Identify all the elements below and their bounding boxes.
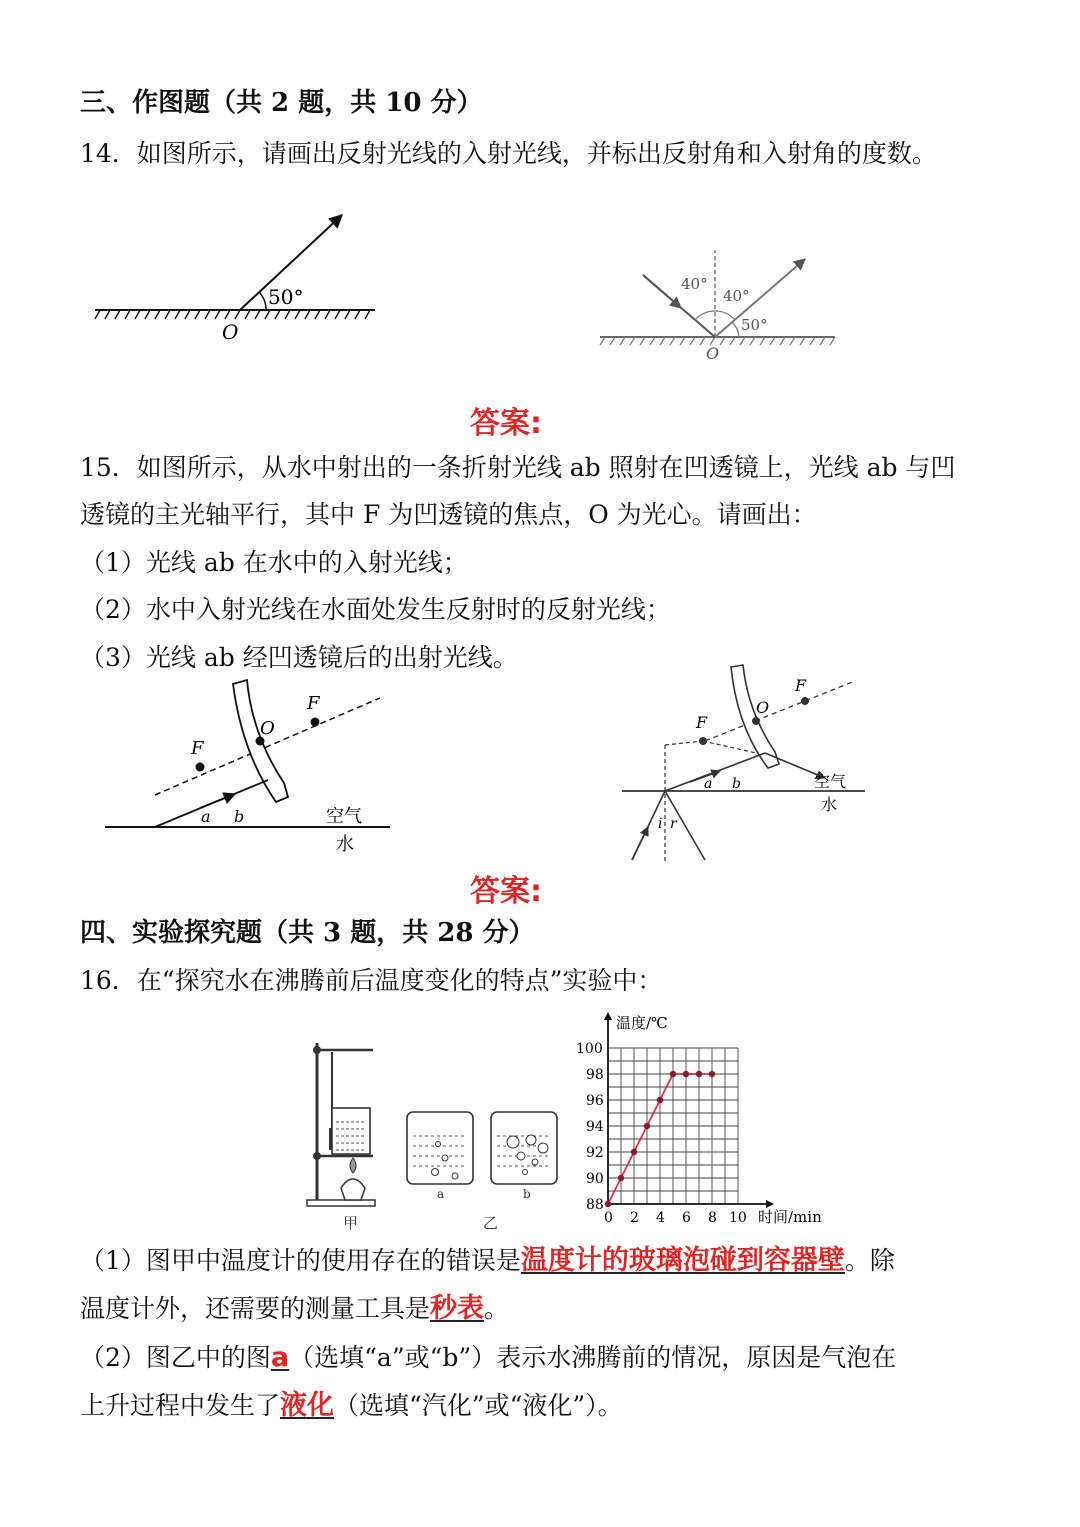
- x-tick-label: 6: [682, 1210, 691, 1226]
- q15-item2: （2）水中入射光线在水面处发生反射时的反射光线；: [80, 595, 671, 624]
- x-tick-label: 4: [656, 1210, 665, 1226]
- x-tick-label: 2: [630, 1210, 639, 1226]
- q16-p1-pre: （1）图甲中温度计的使用存在的错误是: [80, 1246, 521, 1275]
- q15-item1: （1）光线 ab 在水中的入射光线；: [80, 548, 468, 577]
- data-point: [631, 1149, 637, 1155]
- center-label: O: [756, 698, 770, 717]
- data-point: [644, 1123, 650, 1129]
- angle-r-label: r: [670, 816, 677, 832]
- q16-p1b-answer: 秒表: [430, 1293, 485, 1324]
- focus-left-label: F: [191, 738, 204, 759]
- flame: [350, 1158, 356, 1173]
- beaker-a: [407, 1112, 473, 1184]
- y-tick-label: 98: [586, 1067, 604, 1083]
- q16-p1b-pre: 温度计外，还需要的测量工具是: [80, 1294, 431, 1323]
- q14-question-figure: [90, 205, 390, 350]
- section3-heading: 三、作图题（共 2 题，共 10 分）: [80, 88, 483, 118]
- angle-i-label: i: [658, 816, 663, 832]
- point-b-label: b: [234, 807, 245, 826]
- optical-center: [752, 717, 760, 725]
- q16-p1-answer: 温度计的玻璃泡碰到容器壁: [520, 1245, 845, 1276]
- x-tick-label: 8: [708, 1210, 717, 1226]
- angle-out-label: 40°: [723, 287, 750, 305]
- focus-right: [311, 718, 320, 727]
- q16-p2b-pre: 上升过程中发生了: [80, 1391, 281, 1420]
- angle-label: 50°: [268, 285, 304, 309]
- x-axis-arrow: [766, 1200, 774, 1208]
- q16-p2b-post: （选填“汽化”或“液化”）。: [334, 1391, 623, 1420]
- q16-p1-line: [80, 1244, 895, 1278]
- angle-surface-label: 50°: [741, 316, 768, 334]
- data-point: [670, 1071, 676, 1077]
- water-label: 水: [821, 795, 838, 814]
- y-tick-label: 88: [586, 1197, 604, 1213]
- water-label: 水: [336, 834, 354, 855]
- section4-heading: 四、实验探究题（共 3 题，共 28 分）: [80, 918, 535, 948]
- data-point: [605, 1201, 611, 1207]
- q16-p2b-line: [80, 1389, 623, 1423]
- air-label: 空气: [326, 806, 362, 827]
- q16-p1-post: 。除: [844, 1246, 895, 1275]
- q16-p2-answer: a: [270, 1342, 290, 1373]
- chart-axes: [604, 1012, 774, 1208]
- chart-ylabel: 温度/℃: [616, 1014, 668, 1032]
- q16-p2-post: （选填“a”或“b”）表示水沸腾前的情况，原因是气泡在: [289, 1343, 897, 1372]
- answer-title-1: 答案:: [470, 406, 542, 441]
- concave-lens: [731, 665, 779, 768]
- air-label: 空气: [814, 772, 847, 791]
- q16-p2-line: [80, 1341, 896, 1375]
- principal-axis: [705, 681, 855, 741]
- chart-xlabel: 时间/min: [758, 1208, 822, 1226]
- angle-in-label: 40°: [681, 275, 708, 293]
- y-tick-label: 94: [586, 1119, 604, 1135]
- burner: [341, 1179, 365, 1200]
- q16-p1b-line: [80, 1292, 509, 1326]
- q14-text: 14．如图所示，请画出反射光线的入射光线，并标出反射角和入射角的度数。: [80, 139, 937, 168]
- center-label: O: [260, 718, 275, 739]
- focus-left: [699, 737, 707, 745]
- point-a-label: a: [201, 807, 211, 826]
- label-a: a: [437, 1187, 445, 1201]
- focus-right-label: F: [307, 693, 320, 714]
- data-point: [618, 1175, 624, 1181]
- temperature-time-chart: [570, 1008, 830, 1230]
- point-a-label: a: [704, 776, 713, 792]
- q16-p2-pre: （2）图乙中的图: [80, 1343, 271, 1372]
- y-tick-label: 100: [576, 1041, 603, 1057]
- label-b: b: [523, 1187, 531, 1201]
- q15-line2: 透镜的主光轴平行，其中 F 为凹透镜的焦点，O 为光心。请画出：: [80, 500, 817, 529]
- stand-base: [307, 1200, 375, 1206]
- focus-left-label: F: [696, 713, 708, 732]
- q15-line1: 15．如图所示，从水中射出的一条折射光线 ab 照射在凹透镜上，光线 ab 与凹: [80, 453, 956, 482]
- x-tick-label: 10: [729, 1210, 747, 1226]
- data-point: [657, 1097, 663, 1103]
- point-o-label: O: [706, 344, 720, 363]
- y-tick-label: 92: [586, 1145, 604, 1161]
- q16-apparatus-figure: [305, 1038, 575, 1233]
- beaker: [332, 1108, 370, 1154]
- y-axis-arrow: [604, 1012, 612, 1020]
- data-point: [683, 1071, 689, 1077]
- label-jia: 甲: [343, 1214, 359, 1232]
- chart-ticks: [576, 1041, 747, 1226]
- answer-title-2: 答案:: [470, 874, 542, 909]
- focus-right-label: F: [795, 676, 807, 695]
- y-tick-label: 90: [586, 1171, 604, 1187]
- q14-answer-figure: [595, 245, 845, 365]
- q16-p2b-answer: 液化: [280, 1390, 335, 1421]
- q15-answer-figure: [620, 665, 870, 865]
- q15-question-figure: [100, 680, 400, 860]
- x-tick-label: 0: [604, 1210, 613, 1226]
- point-b-label: b: [732, 776, 741, 792]
- focus-right: [801, 697, 809, 705]
- q16-p1b-post: 。: [484, 1294, 510, 1323]
- mirror-hatching: [95, 310, 370, 319]
- data-point: [696, 1071, 702, 1077]
- q16-text: 16．在“探究水在沸腾前后温度变化的特点”实验中：: [80, 966, 663, 995]
- label-yi: 乙: [483, 1214, 499, 1232]
- angle-arc: [259, 292, 266, 310]
- data-point: [709, 1071, 715, 1077]
- q15-item3: （3）光线 ab 经凹透镜后的出射光线。: [80, 643, 518, 672]
- point-o-label: O: [222, 320, 239, 344]
- y-tick-label: 96: [586, 1093, 604, 1109]
- focus-left: [196, 763, 205, 772]
